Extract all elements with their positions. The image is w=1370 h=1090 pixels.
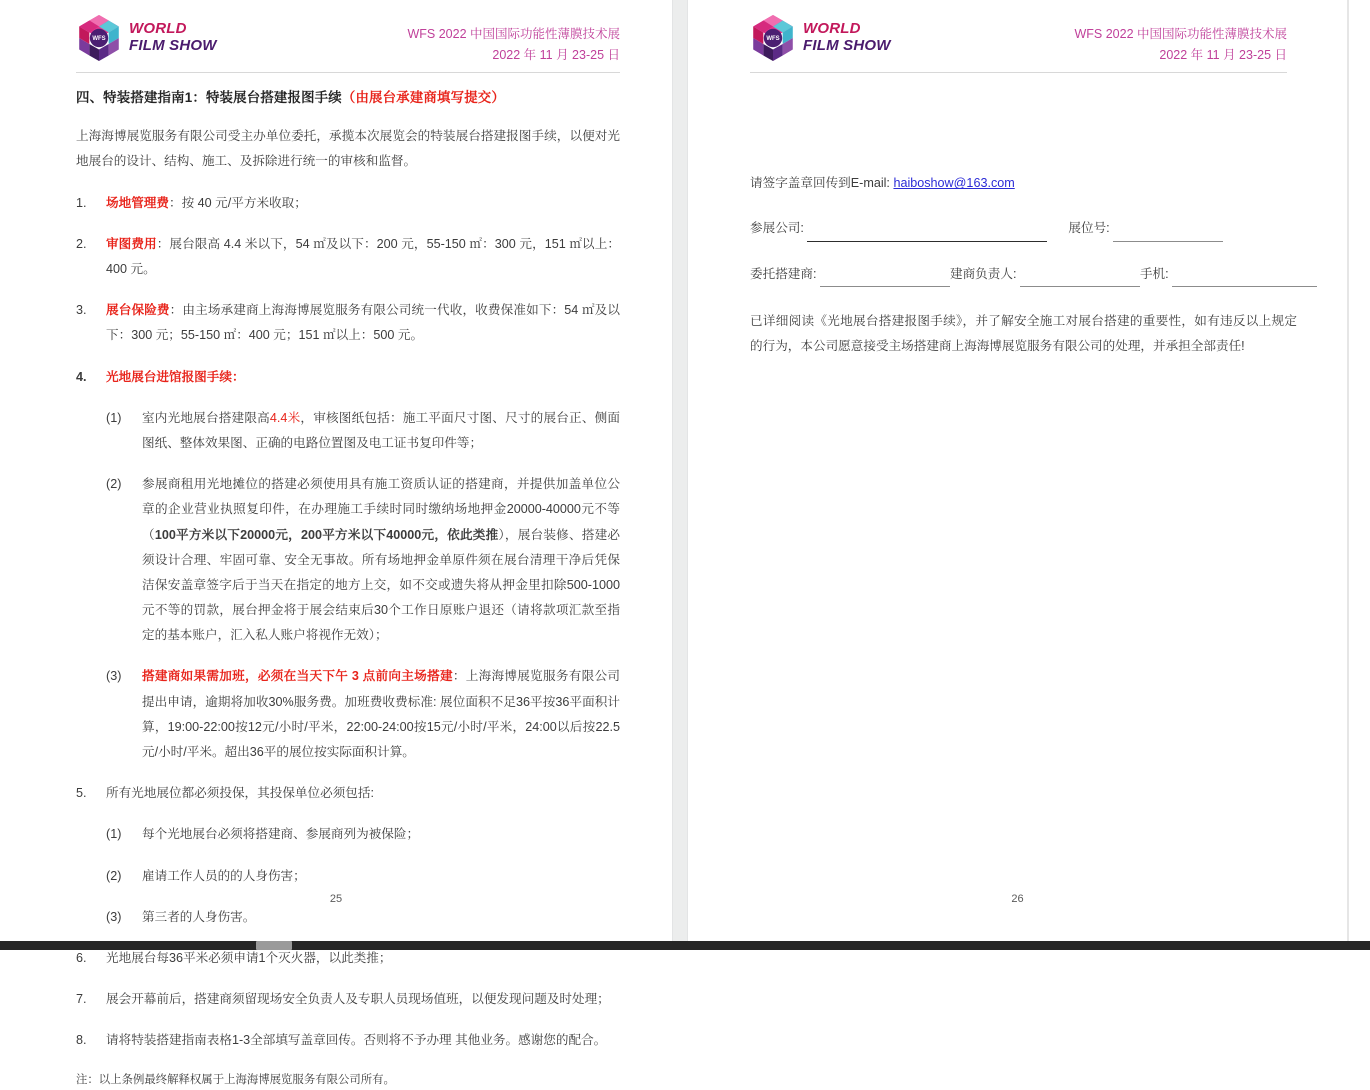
wfs-hexagon-logo-icon — [76, 14, 122, 62]
list-item-7-text: 展会开幕前后，搭建商须留现场安全负责人及专职人员现场值班，以便发现问题及时处理； — [106, 992, 610, 1006]
logo-wordmark — [129, 21, 217, 55]
booth-label: 展位号: — [1068, 221, 1109, 235]
sublist-5-item-2-number: (2) — [106, 864, 136, 889]
logo-line-1: WORLD — [129, 21, 217, 38]
sublist-5-item-2 — [106, 864, 620, 889]
list-item-1 — [76, 191, 620, 216]
list-item-2-number: 2. — [76, 232, 100, 257]
mobile-label: 手机: — [1140, 267, 1169, 281]
sublist-4 — [106, 406, 620, 765]
sublist-4-item-3-warning: 搭建商如果需加班，必须在当天下午 3 点前向主场搭建 — [142, 669, 453, 683]
header-event-title: WFS 2022 中国国际功能性薄膜技术展 — [1074, 24, 1287, 45]
list-item-8-number: 8. — [76, 1028, 100, 1053]
list-item-4-label: 光地展台进馆报图手续： — [106, 370, 245, 384]
sublist-4-item-1-number: (1) — [106, 406, 136, 431]
list-item-1-label: 场地管理费 — [106, 196, 169, 210]
list-item-6-number: 6. — [76, 946, 100, 971]
sublist-4-item-2-bold: 100平方米以下20000元，200平方米以下40000元，依此类推 — [155, 528, 499, 542]
sublist-5-item-3 — [106, 905, 620, 930]
numbered-list-tail — [76, 946, 620, 1054]
list-item-2-text: ：展台限高 4.4 米以下，54 ㎡及以下：200 元，55-150 ㎡：300 元，151 ㎡以上：400 元。 — [106, 237, 620, 276]
logo-mark-text: WFS — [92, 36, 105, 42]
sublist-5 — [106, 822, 620, 930]
booth-field[interactable] — [1113, 227, 1223, 242]
numbered-list-main — [76, 191, 620, 390]
list-item-3-number: 3. — [76, 298, 100, 323]
company-field[interactable] — [807, 227, 1047, 242]
page-body — [0, 87, 672, 1090]
list-item-2 — [76, 232, 620, 282]
list-item-2-label: 审图费用 — [106, 237, 157, 251]
page-title-main: 四、特装搭建指南1：特装展台搭建报图手续 — [76, 90, 342, 105]
header-divider-right — [750, 72, 1287, 73]
horizontal-scrollbar[interactable] — [0, 941, 1370, 950]
sublist-4-item-2-text-b: ），展台装修、搭建必须设计合理、牢固可靠、安全无事故。所有场地押金单原件须在展台清理干净后凭保洁保安盖章签字后于当天在指定的地方上交，如不交或遗失将从押金里扣除500-1000元不等的罚款，展台押金将于展会结束后30个工作日原账户退还（请将款项汇款至指定的基本账户，汇入私人账户将视作无效）； — [142, 528, 620, 643]
logo-line-1: WORLD — [803, 21, 891, 38]
header-event-title: WFS 2022 中国国际功能性薄膜技术展 — [407, 24, 620, 45]
horizontal-scrollbar-thumb[interactable] — [256, 941, 292, 950]
list-item-1-text: ：按 40 元/平方米收取； — [169, 196, 307, 210]
list-item-4 — [76, 365, 620, 390]
manager-label: 建商负责人: — [950, 267, 1016, 281]
form-row-contractor — [750, 262, 1297, 287]
sublist-5-item-1-number: (1) — [106, 822, 136, 847]
declaration-paragraph: 已详细阅读《光地展台搭建报图手续》，并了解安全施工对展台搭建的重要性，如有违反以上规定的行为，本公司愿意接受主场搭建商上海海博展览服务有限公司的处理，并承担全部责任! — [750, 309, 1297, 359]
page-number-26: 26 — [688, 893, 1347, 905]
sublist-5-item-1 — [106, 822, 620, 847]
wfs-hexagon-logo-icon — [750, 14, 796, 62]
page-number-25: 25 — [0, 893, 672, 905]
sublist-4-wrapper — [106, 406, 620, 765]
sublist-5-item-3-text: 第三者的人身伤害。 — [142, 910, 255, 924]
logo — [76, 14, 217, 62]
list-item-1-number: 1. — [76, 191, 100, 216]
sublist-5-item-1-text: 每个光地展台必须将搭建商、参展商列为被保险； — [142, 827, 419, 841]
sublist-4-item-2-text-a: 参展商租用光地摊位的搭建必须使用具有施工资质认证的搭建商，并提供加盖单位公章的企业营业执照复印件，在办理施工手续时同时缴纳场地押金20000-40000元不等（ — [142, 477, 620, 541]
header-event-dates: 2022 年 11 月 23-25 日 — [1074, 45, 1287, 66]
mobile-field[interactable] — [1172, 272, 1317, 287]
logo-right — [750, 14, 891, 62]
logo-line-2: FILM SHOW — [803, 38, 891, 55]
sublist-5-wrapper — [106, 822, 620, 930]
viewer-right-rule — [1348, 0, 1349, 941]
page-header-right — [688, 0, 1347, 65]
sublist-4-item-2 — [106, 472, 620, 648]
list-item-4-number: 4. — [76, 365, 100, 390]
list-item-7 — [76, 987, 620, 1012]
form-row-company — [750, 216, 1297, 241]
sublist-4-item-1-text-b: ，审核图纸包括：施工平面尺寸图、尺寸的展台正、侧面图纸、整体效果图、正确的电路位置图及电工证书复印件等； — [142, 411, 620, 450]
page-gutter — [672, 0, 688, 941]
sublist-5-item-3-number: (3) — [106, 905, 136, 930]
email-link[interactable]: haiboshow@163.com — [893, 176, 1014, 190]
list-item-7-number: 7. — [76, 987, 100, 1012]
sublist-4-item-1-highlight: 4.4米 — [270, 411, 301, 425]
contractor-label: 委托搭建商: — [750, 267, 816, 281]
header-event-dates: 2022 年 11 月 23-25 日 — [407, 45, 620, 66]
document-page-26 — [688, 0, 1348, 941]
sublist-4-item-3 — [106, 664, 620, 765]
list-item-6-text: 光地展台每36平米必须申请1个灭火器，以此类推； — [106, 951, 391, 965]
document-page-25 — [0, 0, 672, 941]
list-item-5-text: 所有光地展位都必须投保，其投保单位必须包括: — [106, 786, 374, 800]
sublist-5-item-2-text: 雇请工作人员的的人身伤害； — [142, 869, 306, 883]
list-item-8 — [76, 1028, 620, 1053]
header-event-info-right — [1074, 14, 1287, 65]
company-label: 参展公司: — [750, 221, 804, 235]
page-header — [0, 0, 672, 65]
manager-field[interactable] — [1020, 272, 1140, 287]
numbered-list-5 — [76, 781, 620, 806]
sublist-4-item-1 — [106, 406, 620, 456]
header-divider — [76, 72, 620, 73]
contractor-field[interactable] — [820, 272, 950, 287]
logo-line-2: FILM SHOW — [129, 38, 217, 55]
logo-wordmark-right — [803, 21, 891, 55]
list-item-8-text: 请将特装搭建指南表格1-3全部填写盖章回传。否则将不予办理 其他业务。感谢您的配合。 — [106, 1033, 606, 1047]
list-item-3-text: ：由主场承建商上海海博展览服务有限公司统一代收，收费保准如下：54 ㎡及以下：300 元；55-150 ㎡：400 元；151 ㎡以上：500 元。 — [106, 303, 620, 342]
list-item-5 — [76, 781, 620, 806]
page-title — [76, 87, 620, 106]
header-event-info — [407, 14, 620, 65]
list-item-3 — [76, 298, 620, 348]
page-title-note: （由展台承建商填写提交） — [342, 90, 505, 105]
list-item-5-number: 5. — [76, 781, 100, 806]
sublist-4-item-1-text-a: 室内光地展台搭建限高 — [142, 411, 270, 425]
sublist-4-item-3-text: ：上海海博展览服务有限公司提出申请，逾期将加收30%服务费。加班费收费标准: 展位面积不足36平按36平面积计算，19:00-22:00按12元/小时/平米，22:00-24:00按15元/小时/平米，24:00以后按22.5元/小时/平米。超出36平的展位按实际面积计算。 — [142, 669, 620, 759]
list-item-3-label: 展台保险费 — [106, 303, 170, 317]
email-label: 请签字盖章回传到E-mail: — [750, 176, 890, 190]
footnote: 注：以上条例最终解释权属于上海海博展览服务有限公司所有。 — [76, 1070, 620, 1090]
page-body-right — [688, 171, 1347, 359]
sublist-4-item-3-number: (3) — [106, 664, 136, 689]
logo-mark-text: WFS — [766, 36, 779, 42]
email-return-line — [750, 171, 1297, 196]
intro-paragraph: 上海海博展览服务有限公司受主办单位委托，承揽本次展览会的特装展台搭建报图手续，以便对光地展台的设计、结构、施工、及拆除进行统一的审核和监督。 — [76, 124, 620, 174]
sublist-4-item-2-number: (2) — [106, 472, 136, 497]
